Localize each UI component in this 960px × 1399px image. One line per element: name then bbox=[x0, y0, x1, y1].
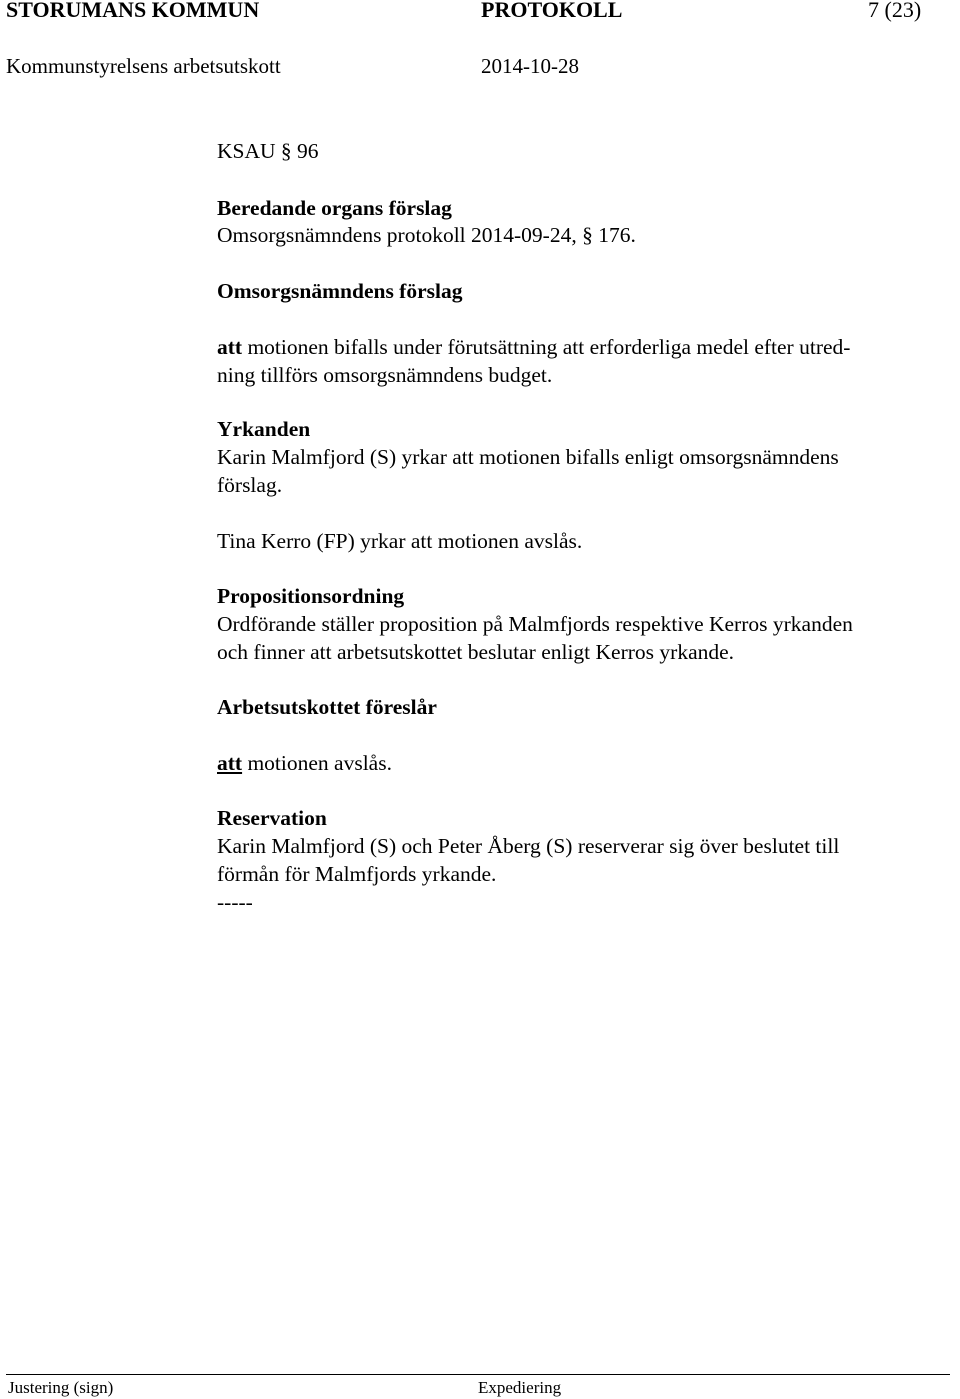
reservation-heading: Reservation bbox=[217, 806, 327, 830]
proposition-line-2: och finner att arbetsutskottet beslutar enligt Kerros yrkande. bbox=[217, 640, 735, 664]
forslag-line-1 bbox=[217, 333, 850, 361]
footer-expediering: Expediering bbox=[478, 1378, 562, 1397]
yrkanden-heading: Yrkanden bbox=[217, 417, 311, 441]
meeting-date: 2014-10-28 bbox=[481, 54, 579, 78]
forslag-heading: Omsorgsnämndens förslag bbox=[217, 279, 463, 303]
document-type: PROTOKOLL bbox=[481, 0, 623, 22]
proposition-heading: Propositionsordning bbox=[217, 584, 405, 608]
footer-divider bbox=[6, 1374, 950, 1375]
beredande-heading: Beredande organs förslag bbox=[217, 196, 452, 220]
yrkanden-line-2: förslag. bbox=[217, 473, 283, 497]
au-heading: Arbetsutskottet föreslår bbox=[217, 695, 437, 719]
att-keyword: att bbox=[217, 751, 243, 775]
reservation-line-2: förmån för Malmfjords yrkande. bbox=[217, 862, 497, 886]
case-number: KSAU § 96 bbox=[217, 139, 319, 163]
proposition-line-1: Ordförande ställer proposition på Malmfjords respektive Kerros yrkanden bbox=[217, 612, 853, 636]
municipality-name: STORUMANS KOMMUN bbox=[6, 0, 260, 22]
footer-justering: Justering (sign) bbox=[8, 1378, 114, 1397]
end-mark: ----- bbox=[217, 890, 253, 914]
au-proposal bbox=[217, 749, 392, 777]
au-proposal-text: motionen avslås. bbox=[242, 751, 392, 775]
forslag-line-1-text: motionen bifalls under förutsättning att erforderliga medel efter utred- bbox=[242, 335, 851, 359]
committee-name: Kommunstyrelsens arbetsutskott bbox=[6, 54, 281, 78]
yrkanden-line-1: Karin Malmfjord (S) yrkar att motionen bifalls enligt omsorgsnämndens bbox=[217, 445, 839, 469]
reservation-line-1: Karin Malmfjord (S) och Peter Åberg (S) reserverar sig över beslutet till bbox=[217, 834, 840, 858]
forslag-line-2: ning tillförs omsorgsnämndens budget. bbox=[217, 363, 553, 387]
yrkanden-line-3: Tina Kerro (FP) yrkar att motionen avslås. bbox=[217, 529, 583, 553]
att-keyword: att bbox=[217, 335, 243, 359]
page-number: 7 (23) bbox=[868, 0, 922, 22]
beredande-text: Omsorgsnämndens protokoll 2014-09-24, § 176. bbox=[217, 223, 636, 247]
